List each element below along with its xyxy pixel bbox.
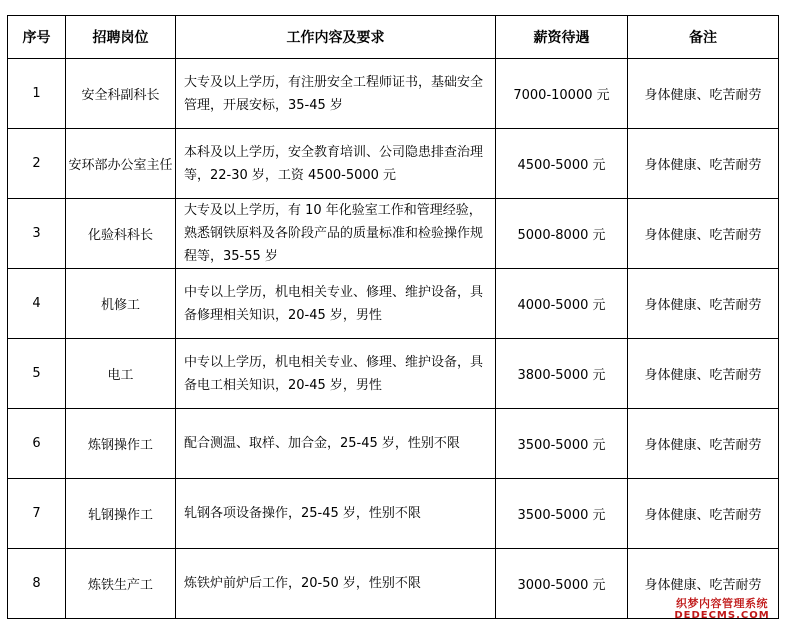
row-note: 身体健康、吃苦耐劳 (628, 479, 779, 549)
header-requirements: 工作内容及要求 (176, 16, 496, 59)
row-position: 轧钢操作工 (66, 479, 176, 549)
row-requirements: 中专以上学历，机电相关专业、修理、维护设备，具备电工相关知识，20-45 岁，男性 (176, 339, 496, 409)
table-row (8, 59, 779, 129)
header-number: 序号 (8, 16, 66, 59)
watermark-url: DEDECMS.COM (674, 610, 770, 621)
row-number: 7 (8, 479, 66, 549)
header-position: 招聘岗位 (66, 16, 176, 59)
row-requirements: 大专及以上学历，有 10 年化验室工作和管理经验，熟悉钢铁原料及各阶段产品的质量标准和检验操作规程等，35-55 岁 (176, 199, 496, 269)
table-row (8, 269, 779, 339)
row-note: 身体健康、吃苦耐劳 (628, 59, 779, 129)
row-number: 6 (8, 409, 66, 479)
row-salary: 3500-5000 元 (496, 479, 628, 549)
table-row (8, 479, 779, 549)
row-salary: 4000-5000 元 (496, 269, 628, 339)
row-number: 3 (8, 199, 66, 269)
row-note: 身体健康、吃苦耐劳 (628, 409, 779, 479)
recruitment-table (7, 15, 779, 619)
row-salary: 7000-10000 元 (496, 59, 628, 129)
row-note: 身体健康、吃苦耐劳 (628, 199, 779, 269)
row-salary: 3500-5000 元 (496, 409, 628, 479)
row-position: 炼铁生产工 (66, 549, 176, 619)
row-requirements: 中专以上学历，机电相关专业、修理、维护设备，具备修理相关知识，20-45 岁，男性 (176, 269, 496, 339)
table-row (8, 549, 779, 619)
table-row (8, 129, 779, 199)
row-requirements: 大专及以上学历，有注册安全工程师证书，基础安全管理，开展安标，35-45 岁 (176, 59, 496, 129)
row-position: 安全科副科长 (66, 59, 176, 129)
row-position: 化验科科长 (66, 199, 176, 269)
table-header-row (8, 16, 779, 59)
row-salary: 5000-8000 元 (496, 199, 628, 269)
row-number: 2 (8, 129, 66, 199)
row-number: 5 (8, 339, 66, 409)
row-note: 身体健康、吃苦耐劳 (628, 129, 779, 199)
table-row (8, 409, 779, 479)
table-row (8, 199, 779, 269)
row-note: 身体健康、吃苦耐劳 (628, 549, 779, 619)
watermark (666, 598, 778, 622)
table-row (8, 339, 779, 409)
row-requirements: 本科及以上学历，安全教育培训、公司隐患排查治理等，22-30 岁，工资 4500-5000 元 (176, 129, 496, 199)
row-requirements: 轧钢各项设备操作，25-45 岁，性别不限 (176, 479, 496, 549)
row-salary: 4500-5000 元 (496, 129, 628, 199)
row-position: 安环部办公室主任 (66, 129, 176, 199)
header-salary: 薪资待遇 (496, 16, 628, 59)
row-number: 1 (8, 59, 66, 129)
watermark-text: 织梦内容管理系统 (676, 597, 768, 610)
row-number: 4 (8, 269, 66, 339)
row-salary: 3000-5000 元 (496, 549, 628, 619)
row-note: 身体健康、吃苦耐劳 (628, 269, 779, 339)
row-salary: 3800-5000 元 (496, 339, 628, 409)
row-position: 机修工 (66, 269, 176, 339)
row-number: 8 (8, 549, 66, 619)
row-position: 炼钢操作工 (66, 409, 176, 479)
row-requirements: 炼铁炉前炉后工作，20-50 岁，性别不限 (176, 549, 496, 619)
row-position: 电工 (66, 339, 176, 409)
header-note: 备注 (628, 16, 779, 59)
row-note: 身体健康、吃苦耐劳 (628, 339, 779, 409)
row-requirements: 配合测温、取样、加合金，25-45 岁，性别不限 (176, 409, 496, 479)
